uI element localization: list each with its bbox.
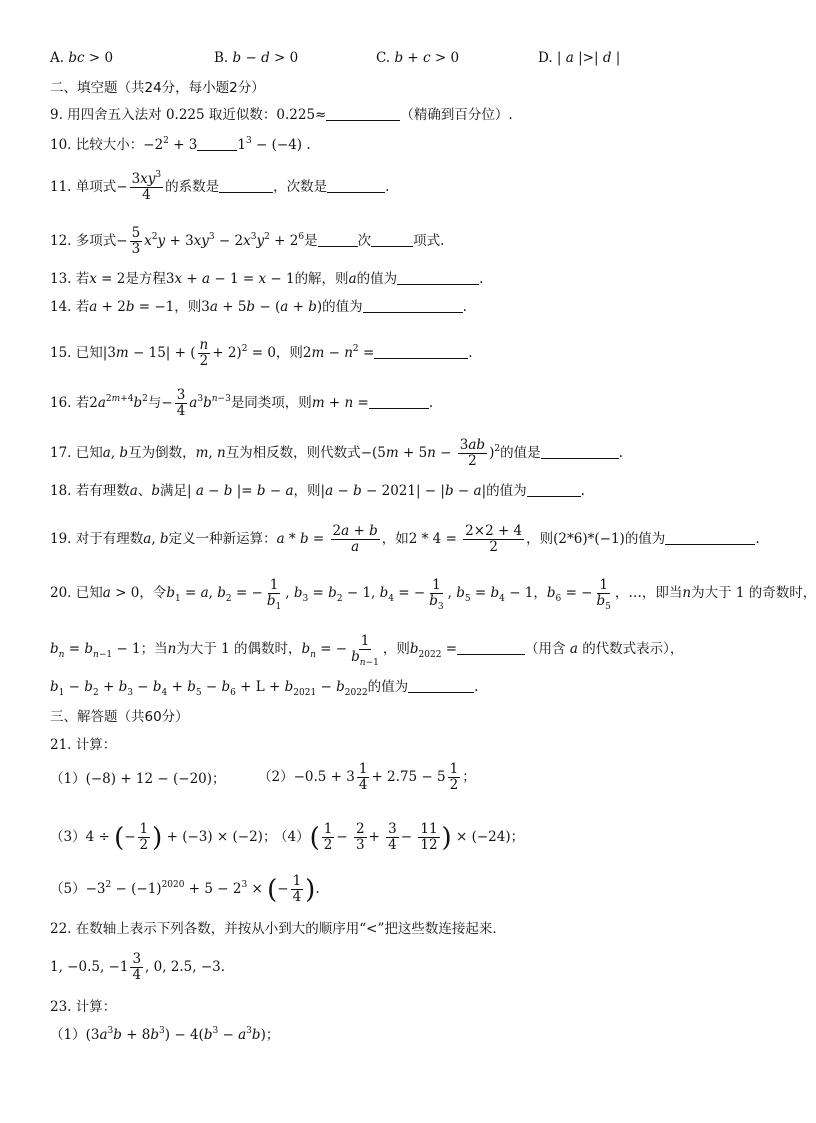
fraction: $\frac{2a + b}{a}$: [332, 523, 378, 555]
fraction: $\frac{2}{3}$: [355, 821, 365, 853]
fraction: $\frac{11}{12}$: [420, 821, 438, 853]
fraction: $\frac{1}{b_3}$: [429, 577, 444, 612]
answer-blank: [197, 137, 237, 151]
answer-blank: [326, 107, 400, 121]
fraction: $\frac{1}{2}$: [449, 761, 459, 793]
fraction: $\frac{3}{4}$: [388, 821, 397, 853]
question-10: 10. 比较大小：$-2^2 + 3$ $1^3 - (-4)$ .: [50, 136, 311, 153]
question-20: 20. 已知a > 0，令$b_1 = a$, $b_2$ = − $\frac{1}{b_1}$ , $b_3 = b_2 - 1$, $b_4$ = − $\frac{1}{b_3}$ , $b_5 = b_4 - 1$，$b_6$ = − $\frac{1}{b_5}$ ，…，即当n为大于 1 的奇数时，: [50, 577, 816, 612]
section-answer-heading: 三、解答题（共60分）: [50, 709, 189, 725]
fraction: $\frac{2\times 2 + 4}{2}$: [465, 523, 523, 555]
answer-blank: [363, 299, 463, 313]
question-13: 13. 若x = 2是方程3x + a − 1 = x − 1的解，则a的值为 .: [50, 271, 484, 287]
question-15: 15. 已知|3m − 15| + ( $\frac{n}{2}$ + 2)$^2$ = 0，则$2m - n^2$ = .: [50, 337, 473, 369]
question-21-part-3: （3）4 ÷ (− $\frac{1}{2}$ ) + (−3) × (−2)；: [50, 821, 277, 853]
answer-blank: [541, 445, 619, 459]
fraction: $\frac{1}{b_5}$: [596, 577, 611, 612]
fraction: $\frac{5}{3}$: [131, 225, 141, 257]
option-a: A. bc > 0: [50, 50, 114, 66]
fraction: $\frac{3xy^3}{4}$: [131, 170, 162, 203]
fraction: $\frac{3ab}{2}$: [459, 437, 486, 469]
question-21-title: 21. 计算：: [50, 737, 117, 753]
question-20-line-3: $b_1 - b_2 + b_3 - b_4 + b_5 - b_6 + L + b_{2021} - b_{2022}$的值为 .: [50, 679, 479, 698]
question-11: 11. 单项式− $\frac{3xy^3}{4}$ 的系数是 ，次数是 .: [50, 170, 390, 203]
question-21-part-5: $(5)-3^2 - (-1)^{2020} + 5 - 2^3$ × (− $\frac{1}{4}$ ).: [50, 873, 320, 905]
question-18: 18. 若有理数a、b满足| a − b |= b − a，则|a − b − 2021| − |b − a|的值为 .: [50, 483, 585, 499]
question-21-part-4: （4）( $\frac{1}{2}$ − $\frac{2}{3}$ + $\frac{3}{4}$ − $\frac{11}{12}$ ) × (−24)；: [274, 821, 525, 853]
answer-blank: [665, 531, 755, 545]
fraction: $\frac{1}{2}$: [323, 821, 333, 853]
fraction: $\frac{3}{4}$: [132, 951, 142, 983]
question-16: 16. 若$2a^{2m+4}b^2$与− $\frac{3}{4}$ $a^3b^{n-3}$是同类项，则m + n = .: [50, 387, 434, 419]
option-b: B. b − d > 0: [214, 50, 299, 66]
answer-blank: [457, 641, 525, 655]
fraction: $\frac{3}{4}$: [176, 387, 186, 419]
answer-blank: [369, 395, 429, 409]
fraction: $\frac{1}{4}$: [292, 873, 302, 905]
question-21-part-1: （1）(−8) + 12 − (−20)；: [50, 771, 226, 787]
question-23-part-1: $(1)(3a^3b + 8b^3) - 4(b^3 - a^3b)$；: [50, 1026, 280, 1043]
fraction: $\frac{1}{b_1}$: [266, 577, 282, 612]
answer-blank: [527, 483, 581, 497]
answer-blank: [219, 179, 273, 193]
question-21-part-2: （2）−0.5 + 3 $\frac{1}{4}$ + 2.75 − 5 $\frac{1}{2}$ ；: [258, 761, 476, 793]
fraction: $\frac{1}{2}$: [139, 821, 149, 853]
fraction: $\frac{n}{2}$: [199, 337, 209, 369]
answer-blank: [371, 233, 413, 247]
option-d: D. | a |>| d |: [538, 50, 621, 66]
answer-blank: [374, 345, 468, 359]
fraction: $\frac{1}{b_{n-1}}$: [351, 633, 379, 668]
question-22-title: 22. 在数轴上表示下列各数，并按从小到大的顺序用“<”把这些数连接起来．: [50, 921, 506, 937]
question-19: 19. 对于有理数a, b定义一种新运算：a * b = $\frac{2a + b}{a}$ ，如2 * 4 = $\frac{2\times 2 + 4}{2}$ ，则(2*6)*(−1)的值为 .: [50, 523, 760, 555]
question-23-title: 23. 计算：: [50, 999, 117, 1015]
answer-blank: [318, 233, 358, 247]
fraction: $\frac{1}{4}$: [358, 761, 368, 793]
answer-blank: [327, 179, 385, 193]
answer-blank: [408, 679, 474, 693]
question-9: 9. 用四舍五入法对 0.225 取近似数：0.225≈ （精确到百分位）.: [50, 107, 513, 123]
question-12: 12. 多项式− $\frac{5}{3}$ $x^2y + 3xy^3 - 2x^3y^2 + 2^6$是 次 项式.: [50, 225, 445, 257]
answer-blank: [397, 271, 479, 285]
question-20-line-2: $b_n = b_{n-1} - 1$；当n为大于 1 的偶数时，$b_n$ = − $\frac{1}{b_{n-1}}$ ，则$b_{2022}$ = （用含 a 的代数式表示），: [50, 633, 684, 668]
question-22-numbers: 1, −0.5, −1 $\frac{3}{4}$ , 0, 2.5, −3.: [50, 951, 226, 983]
question-14: 14. 若a + 2b = −1，则3a + 5b − (a + b)的值为 .: [50, 299, 467, 315]
question-17: 17. 已知a, b互为倒数，m, n互为相反数，则代数式−(5m + 5n − $\frac{3ab}{2}$ )$^2$的值是 .: [50, 437, 623, 469]
section-fill-heading: 二、填空题（共24分，每小题2分）: [50, 80, 265, 96]
option-c: C. b + c > 0: [376, 50, 460, 66]
